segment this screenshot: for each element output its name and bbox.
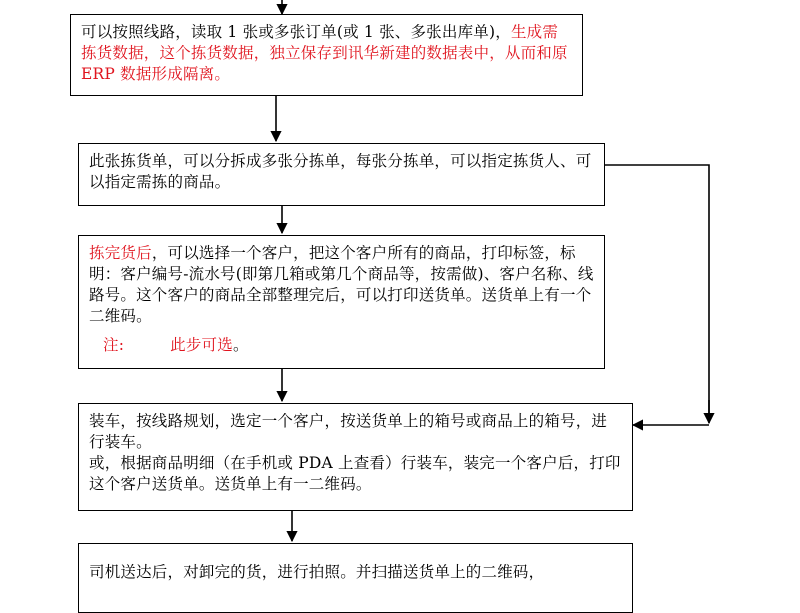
step5-box xyxy=(78,543,633,613)
note-label: 注: xyxy=(103,336,125,354)
step5-text: 司机送达后，对卸完的货，进行拍照。并扫描送货单上的二维码， xyxy=(89,563,545,581)
step3-red-prefix: 拣完货后 xyxy=(89,244,152,262)
step3-note xyxy=(89,335,594,356)
step4-box xyxy=(78,403,633,511)
step3-box xyxy=(78,235,605,369)
step1-red-text: 生成需拣货数据，这个拣货数据，独立保存到讯华新建的数据表中，从而和原 ERP 数据形成隔离。 xyxy=(81,23,568,83)
step1-box xyxy=(70,14,583,96)
note-text: 此步可选 xyxy=(170,336,233,354)
note-end: 。 xyxy=(232,336,249,354)
step2-text: 此张拣货单，可以分拆成多张分拣单，每张分拣单，可以指定拣货人、可以指定需拣的商品。 xyxy=(89,152,592,191)
step3-text: ，可以选择一个客户，把这个客户所有的商品，打印标签，标明：客户编号-流水号(即第几箱或第几个商品等，按需做)、客户名称、线路号。这个客户的商品全部整理完后，可以打印送货单。送货单上有一个二维码。 xyxy=(89,244,594,325)
step2-box xyxy=(78,143,605,206)
step1-text: 可以按照线路，读取 1 张或多张订单(或 1 张、多张出库单)， xyxy=(81,23,511,41)
step4-line2: 或，根据商品明细（在手机或 PDA 上查看）行装车，装完一个客户后，打印这个客户送货单。送货单上有一二维码。 xyxy=(89,454,621,493)
step4-line1: 装车，按线路规划，选定一个客户，按送货单上的箱号或商品上的箱号，进行装车。 xyxy=(89,412,608,451)
skip-connector xyxy=(605,165,709,422)
